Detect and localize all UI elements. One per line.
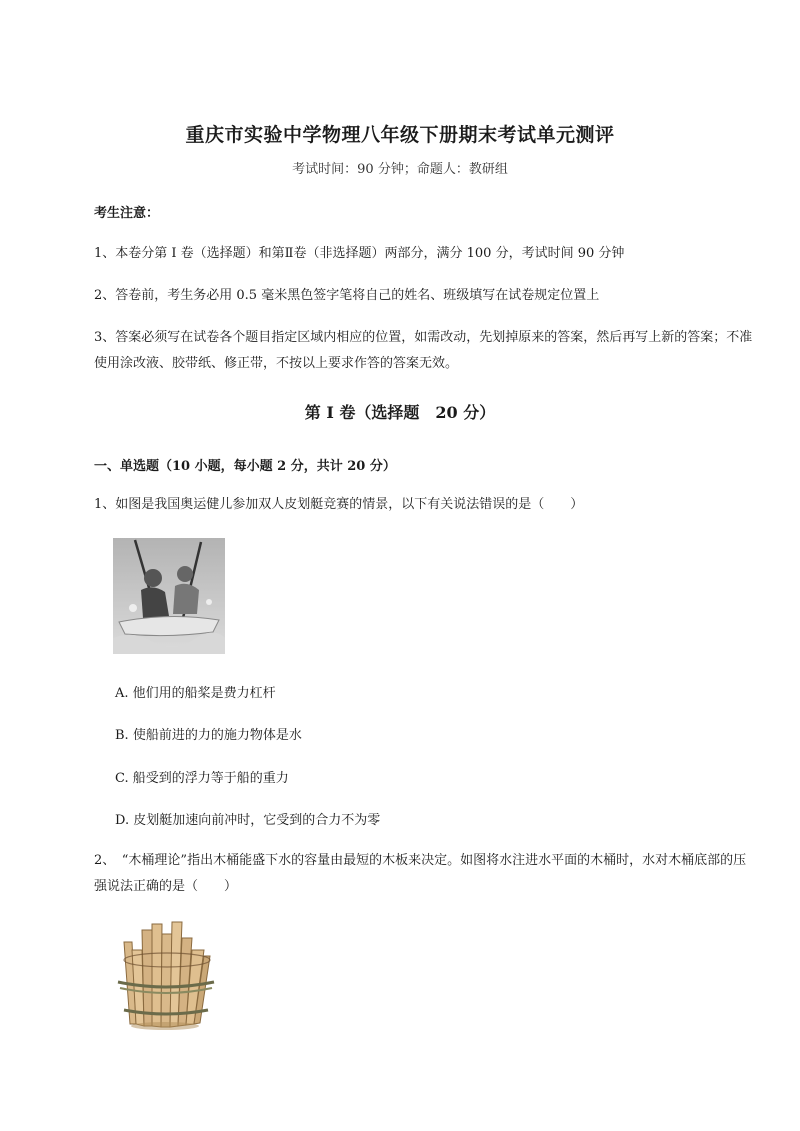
question-1-option-d: D. 皮划艇加速向前冲时，它受到的合力不为零 [115, 813, 381, 828]
question-1-option-c: C. 船受到的浮力等于船的重力 [115, 771, 289, 786]
question-1-option-b: B. 使船前进的力的施力物体是水 [115, 728, 302, 743]
page-title: 重庆市实验中学物理八年级下册期末考试单元测评 [185, 124, 615, 146]
kayak-photo [113, 538, 225, 654]
question-1-option-a: A. 他们用的船桨是费力杠杆 [115, 686, 276, 701]
notice-item-1: 1、本卷分第 I 卷（选择题）和第Ⅱ卷（非选择题）两部分，满分 100 分，考试时间 90 分钟 [94, 246, 625, 261]
notice-item-3: 3、答案必须写在试卷各个题目指定区域内相应的位置，如需改动，先划掉原来的答案，然后再写上新的答案；不准使用涂改液、胶带纸、修正带，不按以上要求作答的答案无效。 [94, 330, 753, 371]
notice-item-2: 2、答卷前，考生务必用 0.5 毫米黑色签字笔将自己的姓名、班级填写在试卷规定位置上 [94, 288, 600, 303]
exam-subtitle: 考试时间：90 分钟；命题人：教研组 [292, 162, 508, 177]
notice-heading: 考生注意： [94, 206, 160, 221]
part-heading: 一、单选题（10 小题，每小题 2 分，共计 20 分） [94, 459, 396, 474]
wooden-bucket-illustration [110, 920, 218, 1032]
question-1-stem: 1、如图是我国奥运健儿参加双人皮划艇竞赛的情景，以下有关说法错误的是（ ） [94, 497, 584, 512]
question-2-stem: 2、 “木桶理论”指出木桶能盛下水的容量由最短的木板来决定。如图将水注进水平面的木桶时，水对木桶底部的压强说法正确的是（ ） [94, 853, 747, 894]
section-title: 第 I 卷（选择题 20 分） [304, 403, 496, 422]
